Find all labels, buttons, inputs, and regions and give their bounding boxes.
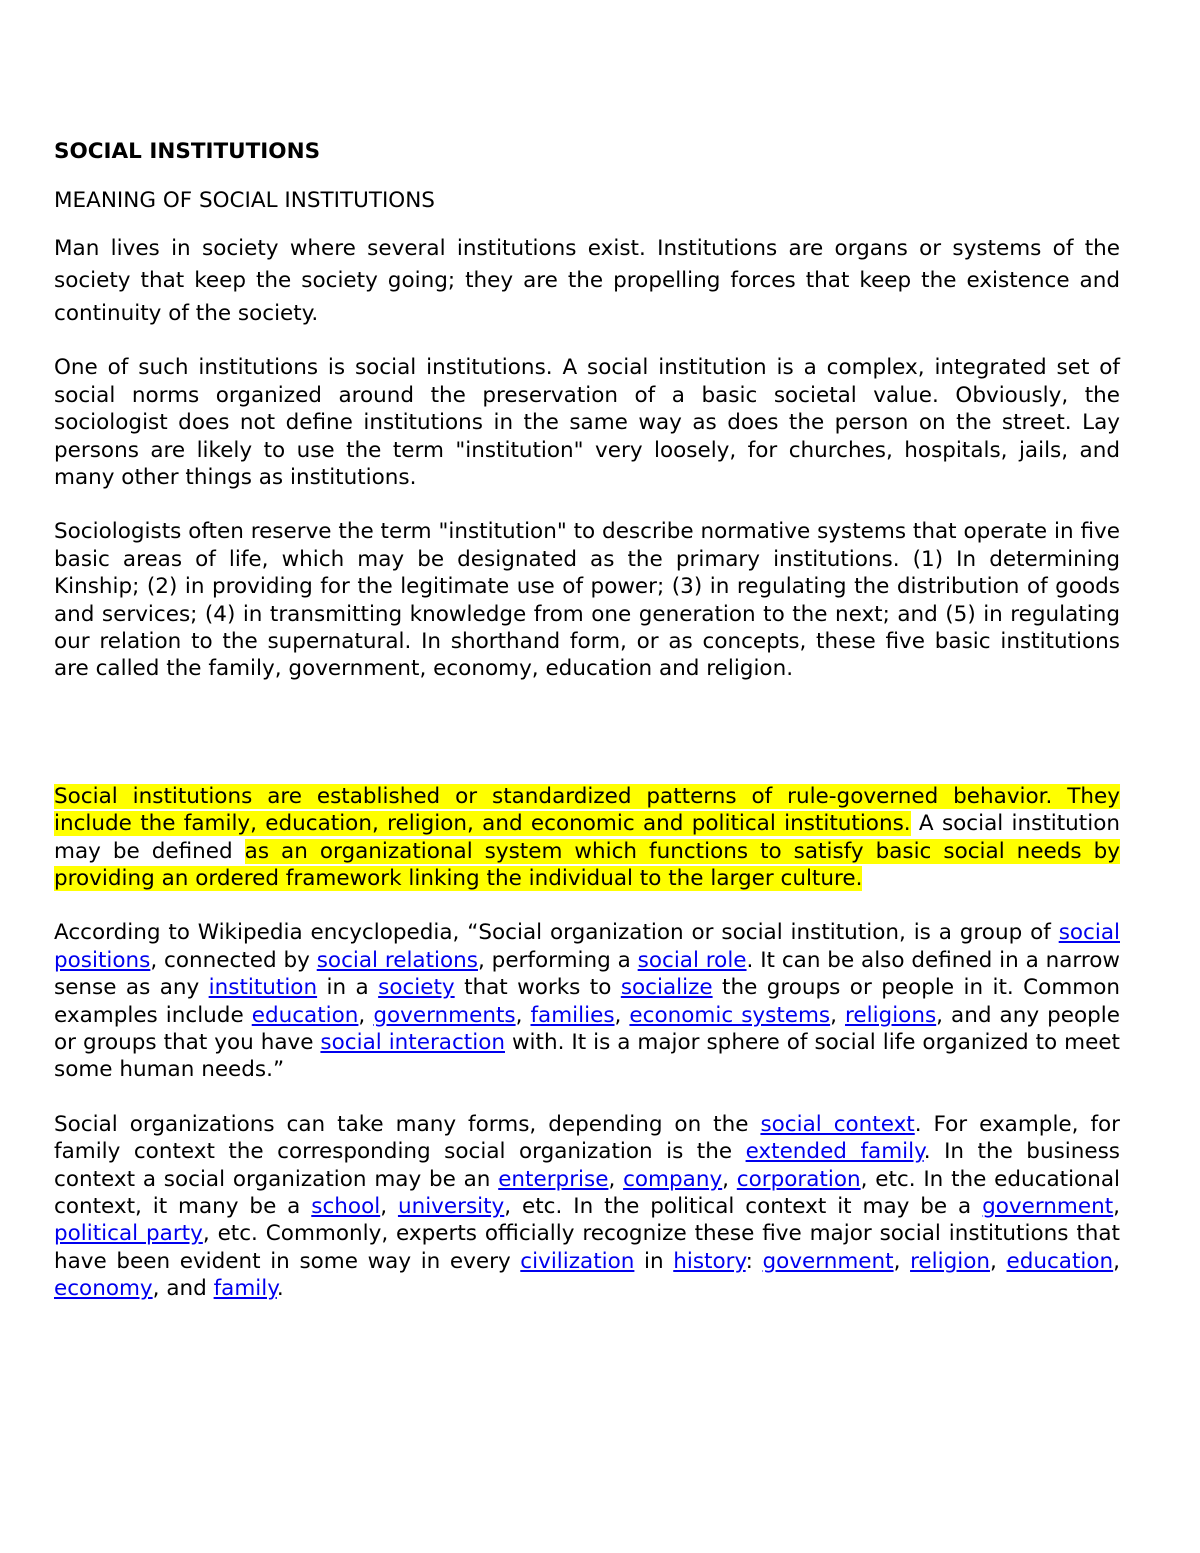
paragraph-highlighted <box>54 783 1120 893</box>
paragraph-wikipedia-quote <box>54 919 1120 1083</box>
document-title: SOCIAL INSTITUTIONS <box>54 139 321 164</box>
paragraph-text: , <box>893 1248 911 1274</box>
link-social-interaction[interactable]: social interaction <box>320 1030 505 1056</box>
link-society[interactable]: society <box>378 975 455 1001</box>
paragraph-text: , <box>608 1166 624 1192</box>
paragraph-text: According to Wikipedia encyclopedia, “Social organization or social institution, is a group of <box>54 920 1059 946</box>
paragraph-text: . <box>276 1276 284 1302</box>
link-civilization[interactable]: civilization <box>520 1248 635 1274</box>
link-company[interactable]: company <box>623 1166 723 1192</box>
paragraph-text: , and any people or groups that you have <box>54 1002 1121 1056</box>
paragraph-text: , etc. In the political context it may be a <box>504 1194 983 1220</box>
paragraph-text: . It can be also defined in a narrow sense as any <box>54 947 1120 1001</box>
link-education[interactable]: education <box>1006 1248 1114 1274</box>
paragraph-primary-institutions: Sociologists often reserve the term "institution" to describe normative systems that operate in five basic areas of life, which may be designated as the primary institutions. (1) In determining Kinship; (2) in providing for the legitimate use of power; (3) in regulating the distribution of goods and services; (4) in transmitting knowledge from one generation to the next; and (5) in regulating our relation to the supernatural. In shorthand form, or as concepts, these five basic institutions are called the family, government, economy, education and religion. <box>54 519 1120 682</box>
link-corporation[interactable]: corporation <box>736 1166 861 1192</box>
paragraph-text: , <box>990 1248 1007 1274</box>
paragraph-text: , etc. Commonly, experts officially recognize these five major social institutions that have been evident in some way in every <box>54 1221 1120 1274</box>
paragraph-text: , <box>515 1002 531 1028</box>
link-government[interactable]: government <box>762 1248 894 1274</box>
paragraph-text: , performing a <box>478 947 638 973</box>
link-extended-family[interactable]: extended family <box>745 1139 924 1165</box>
link-families[interactable]: families <box>530 1002 615 1028</box>
link-social-context[interactable]: social context <box>760 1111 915 1137</box>
link-institution[interactable]: institution <box>208 975 318 1001</box>
paragraph-text: in <box>634 1248 674 1274</box>
paragraph-text: . In the business context a social organization may be an <box>54 1139 1121 1192</box>
paragraph-text: that works to <box>454 975 621 1001</box>
link-social-relations[interactable]: social relations <box>316 947 478 973</box>
paragraph-intro: Man lives in society where several institutions exist. Institutions are organs or systems of the society that keep the society going; they are the propelling forces that keep the existence and continuity of the society. <box>54 235 1120 326</box>
link-socialize[interactable]: socialize <box>620 975 713 1001</box>
link-history[interactable]: history <box>673 1248 746 1274</box>
highlighted-text: as an organizational system which functions to satisfy basic social needs by providing an ordered framework linking the individual to the larger culture. <box>54 838 1120 891</box>
link-religions[interactable]: religions <box>845 1002 937 1028</box>
link-government[interactable]: government <box>982 1194 1114 1220</box>
paragraph-text: , <box>830 1002 846 1028</box>
link-political-party[interactable]: political party <box>54 1221 203 1247</box>
document-page <box>54 138 1120 1303</box>
paragraph-text: : <box>745 1248 763 1274</box>
link-family[interactable]: family <box>213 1276 277 1302</box>
paragraph-text: in a <box>317 975 379 1001</box>
paragraph-text: , connected by <box>150 947 317 973</box>
paragraph-text: , <box>1113 1194 1120 1220</box>
paragraph-text: the groups or people in it. Common examples include <box>54 975 1121 1028</box>
highlighted-text: Social institutions are established or standardized patterns of rule-governed behavior. They include the family, education, religion, and economic and political institutions. <box>54 783 1120 837</box>
link-religion[interactable]: religion <box>910 1248 991 1274</box>
link-economy[interactable]: economy <box>54 1276 153 1302</box>
link-university[interactable]: university <box>397 1194 505 1220</box>
paragraph-text: , <box>358 1002 374 1028</box>
paragraph-text: A social institution may be defined <box>54 811 1120 864</box>
section-heading: MEANING OF SOCIAL INSTITUTIONS <box>54 188 435 214</box>
paragraph-social-organizations <box>54 1111 1120 1303</box>
link-education[interactable]: education <box>251 1002 359 1028</box>
link-social-role[interactable]: social role <box>637 947 747 973</box>
paragraph-text: Social organizations can take many forms, depending on the <box>54 1111 761 1137</box>
paragraph-text: , <box>614 1002 630 1028</box>
paragraph-text: , etc. In the educational context, it many be a <box>54 1166 1120 1220</box>
link-school[interactable]: school <box>311 1194 381 1220</box>
link-economic-systems[interactable]: economic systems <box>629 1002 831 1028</box>
link-governments[interactable]: governments <box>373 1002 516 1028</box>
paragraph-definition: One of such institutions is social institutions. A social institution is a complex, integrated set of social norms organized around the preservation of a basic societal value. Obviously, the sociologist does not define institutions in the same way as does the person on the street. Lay persons are likely to use the term "institution" very loosely, for churches, hospitals, jails, and many other things as institutions. <box>54 355 1120 490</box>
paragraph-text: , <box>380 1194 398 1220</box>
paragraph-text: . For example, for family context the corresponding social organization is the <box>54 1111 1121 1165</box>
link-social-positions[interactable]: social positions <box>54 920 1120 973</box>
paragraph-text: with. It is a major sphere of social life organized to meet some human needs.” <box>54 1030 1120 1083</box>
paragraph-text: , <box>722 1166 737 1192</box>
paragraph-text: , <box>1113 1248 1121 1274</box>
link-enterprise[interactable]: enterprise <box>498 1166 609 1192</box>
paragraph-text: , and <box>152 1276 214 1302</box>
